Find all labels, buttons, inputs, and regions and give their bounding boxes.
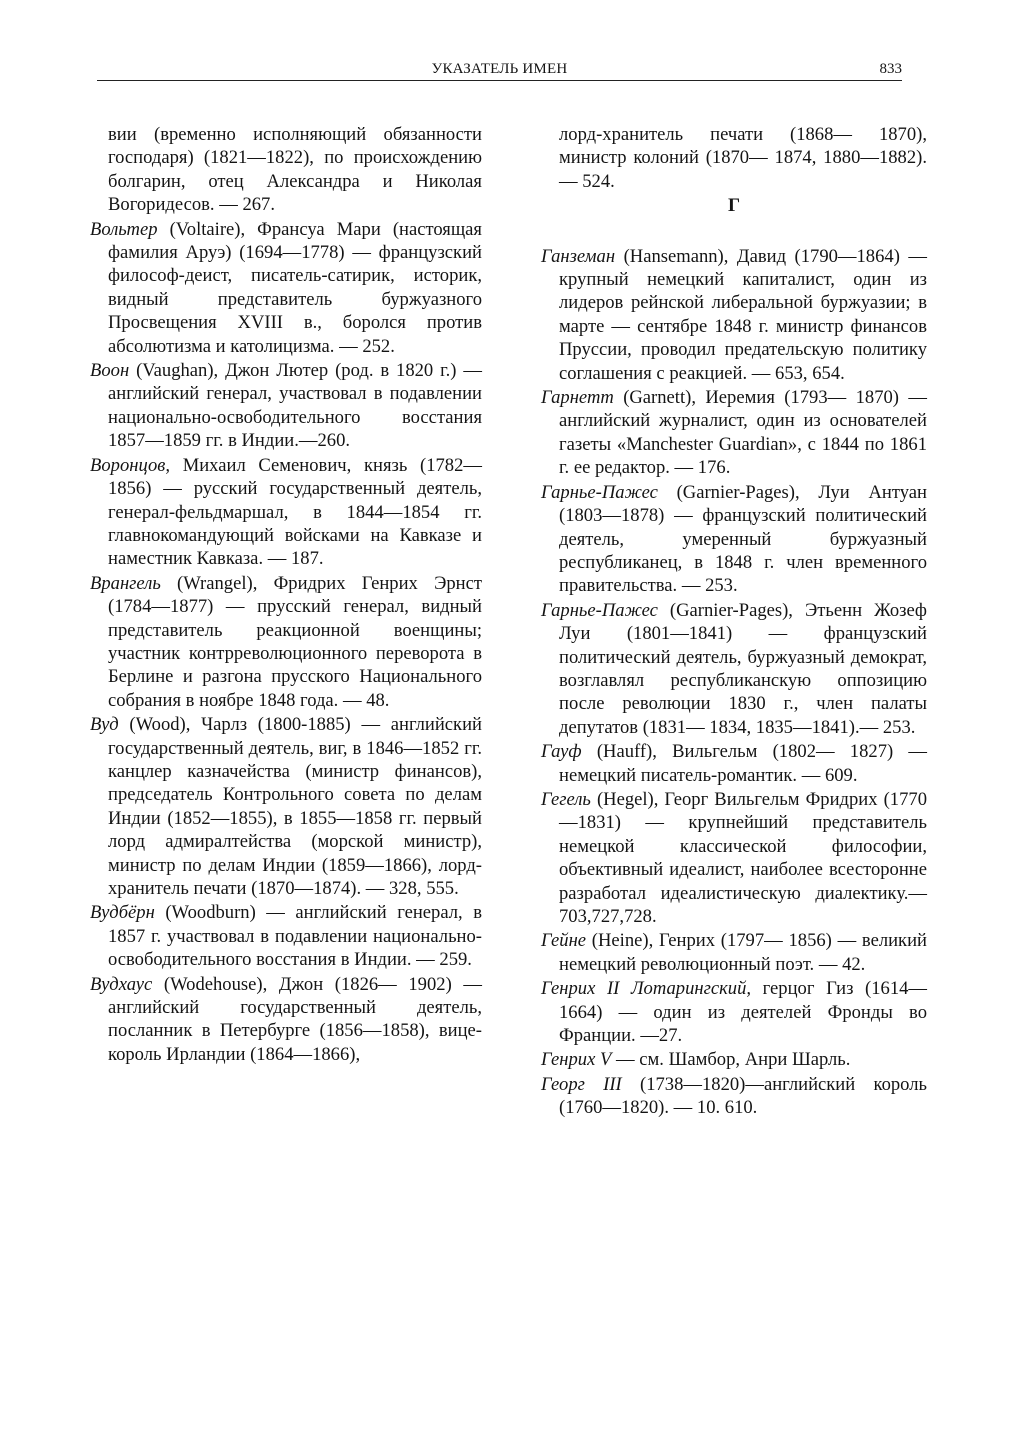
entry-name: Гарнетт (541, 387, 614, 409)
index-entry (90, 218, 482, 358)
entry-name: Генрих V (541, 1049, 612, 1071)
entry-text: (Wodehouse), Джон (1826— 1902) — английский государственный деятель, посланник в Петербурге (1856—1858), вице-король Ирландии (1864—1866), (108, 973, 482, 1065)
entry-name: Георг III (541, 1073, 622, 1095)
index-entry (90, 713, 482, 900)
entry-text: (Voltaire), Франсуа Мари (настоящая фамилия Аруэ) (1694—1778) — французский философ-деист, писатель-сатирик, историк, видный представитель буржуазного Просвещения XVIII в., боролся против абсолютизма и католицизма. — 252. (108, 218, 482, 357)
entry-text: — см. Шамбор, Анри Шарль. (611, 1049, 851, 1071)
index-entry (90, 123, 482, 217)
entry-text: (Heine), Генрих (1797— 1856) — великий немецкий революционный поэт. — 42. (559, 930, 927, 975)
index-entry (541, 481, 927, 598)
entry-name: Вудбёрн (90, 902, 155, 924)
entry-text: (Hansemann), Давид (1790—1864) — крупный немецкий капиталист, один из лидеров рейнской либеральной буржуазии; в марте — сентябре 1848 г. министр финансов Пруссии, проводил предательскую политику соглашения с реакцией. — 653, 654. (559, 245, 927, 384)
entry-text: (Hauff), Вильгельм (1802— 1827) — немецкий писатель-романтик. — 609. (559, 741, 927, 786)
entry-name: Вуд (90, 714, 119, 736)
index-entry (541, 1048, 927, 1071)
index-entry (541, 386, 927, 480)
entry-text: (1738—1820)—английский король (1760—1820). — 10. 610. (559, 1073, 927, 1119)
index-entry (541, 788, 927, 928)
header-title: УКАЗАТЕЛЬ ИМЕН (431, 61, 568, 77)
entry-text: (Wrangel), Фридрих Генрих Эрнст (1784—1877) — прусский генерал, видный представитель реакционной военщины; участник контрреволюционного переворота в Берлине и разгона прусского Национального собрания в ноябре 1848 года. — 48. (108, 572, 482, 711)
entry-text: (Garnier-Pages), Этьенн Жозеф Луи (1801—1841) — французский политический деятель, буржуазный демократ, возглавлял республиканскую оппозицию после революции 1830 г., член палаты депутатов (1831— 1834, 1835—1841).— 253. (559, 599, 927, 738)
entry-name: Воронцов, (90, 454, 171, 476)
entry-text: (Garnett), Иеремия (1793— 1870) — английский журналист, один из основателей газеты «Manchester Guardian», с 1844 по 1861 г. ее редактор. — 176. (559, 387, 927, 479)
entry-text: (Garnier-Pages), Луи Антуан (1803—1878) — французский политический деятель, умеренный буржуазный республиканец, в 1848 г. член временного правительства. — 253. (559, 481, 927, 597)
index-entry (541, 929, 927, 976)
entry-text: (Hegel), Георг Вильгельм Фридрих (1770—1831) — крупнейший представитель немецкой классической философии, объективный идеалист, наиболее всесторонне разработал идеалистическую диалектику.— 703,727,728. (559, 788, 927, 927)
left-column (90, 123, 482, 1066)
index-entry (541, 977, 927, 1047)
index-entry (90, 901, 482, 971)
index-entry (541, 245, 927, 385)
page-number: 833 (879, 61, 902, 77)
entry-name: Ганземан (541, 245, 616, 267)
section-letter: Г (727, 195, 741, 217)
index-entry (541, 599, 927, 739)
index-entry (90, 572, 482, 712)
index-entry (541, 740, 927, 787)
entry-text: (Vaughan), Джон Лютер (род. в 1820 г.) — английский генерал, участвовал в подавлении национально-освободительного восстания 1857—1859 гг. в Индии.—260. (108, 360, 482, 452)
entry-text: (Wood), Чарлз (1800-1885) — английский государственный деятель, виг, в 1846—1852 гг. канцлер казначейства (министр финансов), председатель Контрольного совета по делам Индии (1852—1855), в 1855—1858 гг. первый лорд адмиралтейства (морской министр), министр по делам Индии (1859—1866), лорд-хранитель печати (1870—1874). — 328, 555. (108, 714, 482, 899)
entry-name: Гарнье-Пажес (541, 481, 658, 503)
entry-name: Генрих II Лотарингский, (541, 978, 752, 1000)
entry-text: вии (временно исполняющий обязанности господаря) (1821—1822), по происхождению болгарин, отец Александра и Николая Вогоридесов. — 267. (108, 124, 482, 216)
index-entry-continuation: лорд-хранитель печати (1868— 1870), министр колоний (1870— 1874, 1880—1882). — 524. (559, 124, 927, 192)
entry-text: герцог Гиз (1614—1664) — один из деятелей Фронды во Франции. —27. (559, 978, 928, 1047)
entry-name: Вудхаус (90, 973, 153, 995)
entry-name: Гарнье-Пажес (541, 599, 658, 621)
index-entry (90, 973, 482, 1067)
entry-name: Врангель (90, 572, 161, 594)
entry-name: Гауф (541, 741, 582, 763)
index-entry (541, 1073, 927, 1120)
entry-name: Воон (90, 360, 130, 382)
index-entry (90, 454, 482, 571)
running-header (97, 58, 902, 81)
entry-text: (Woodburn) — английский генерал, в 1857 г. участвовал в подавлении национально-освободительного восстания в Индии. — 259. (108, 902, 482, 971)
right-column (541, 123, 927, 1120)
entry-text: Михаил Семенович, князь (1782—1856) — русский государственный деятель, генерал-фельдмаршал, в 1844—1854 гг. главнокомандующий войсками на Кавказе и наместник Кавказа. — 187. (108, 454, 482, 570)
entry-name: Гейне (541, 930, 587, 952)
entry-name: Вольтер (90, 218, 158, 240)
index-entry (90, 359, 482, 453)
entry-name: Гегель (541, 788, 591, 810)
